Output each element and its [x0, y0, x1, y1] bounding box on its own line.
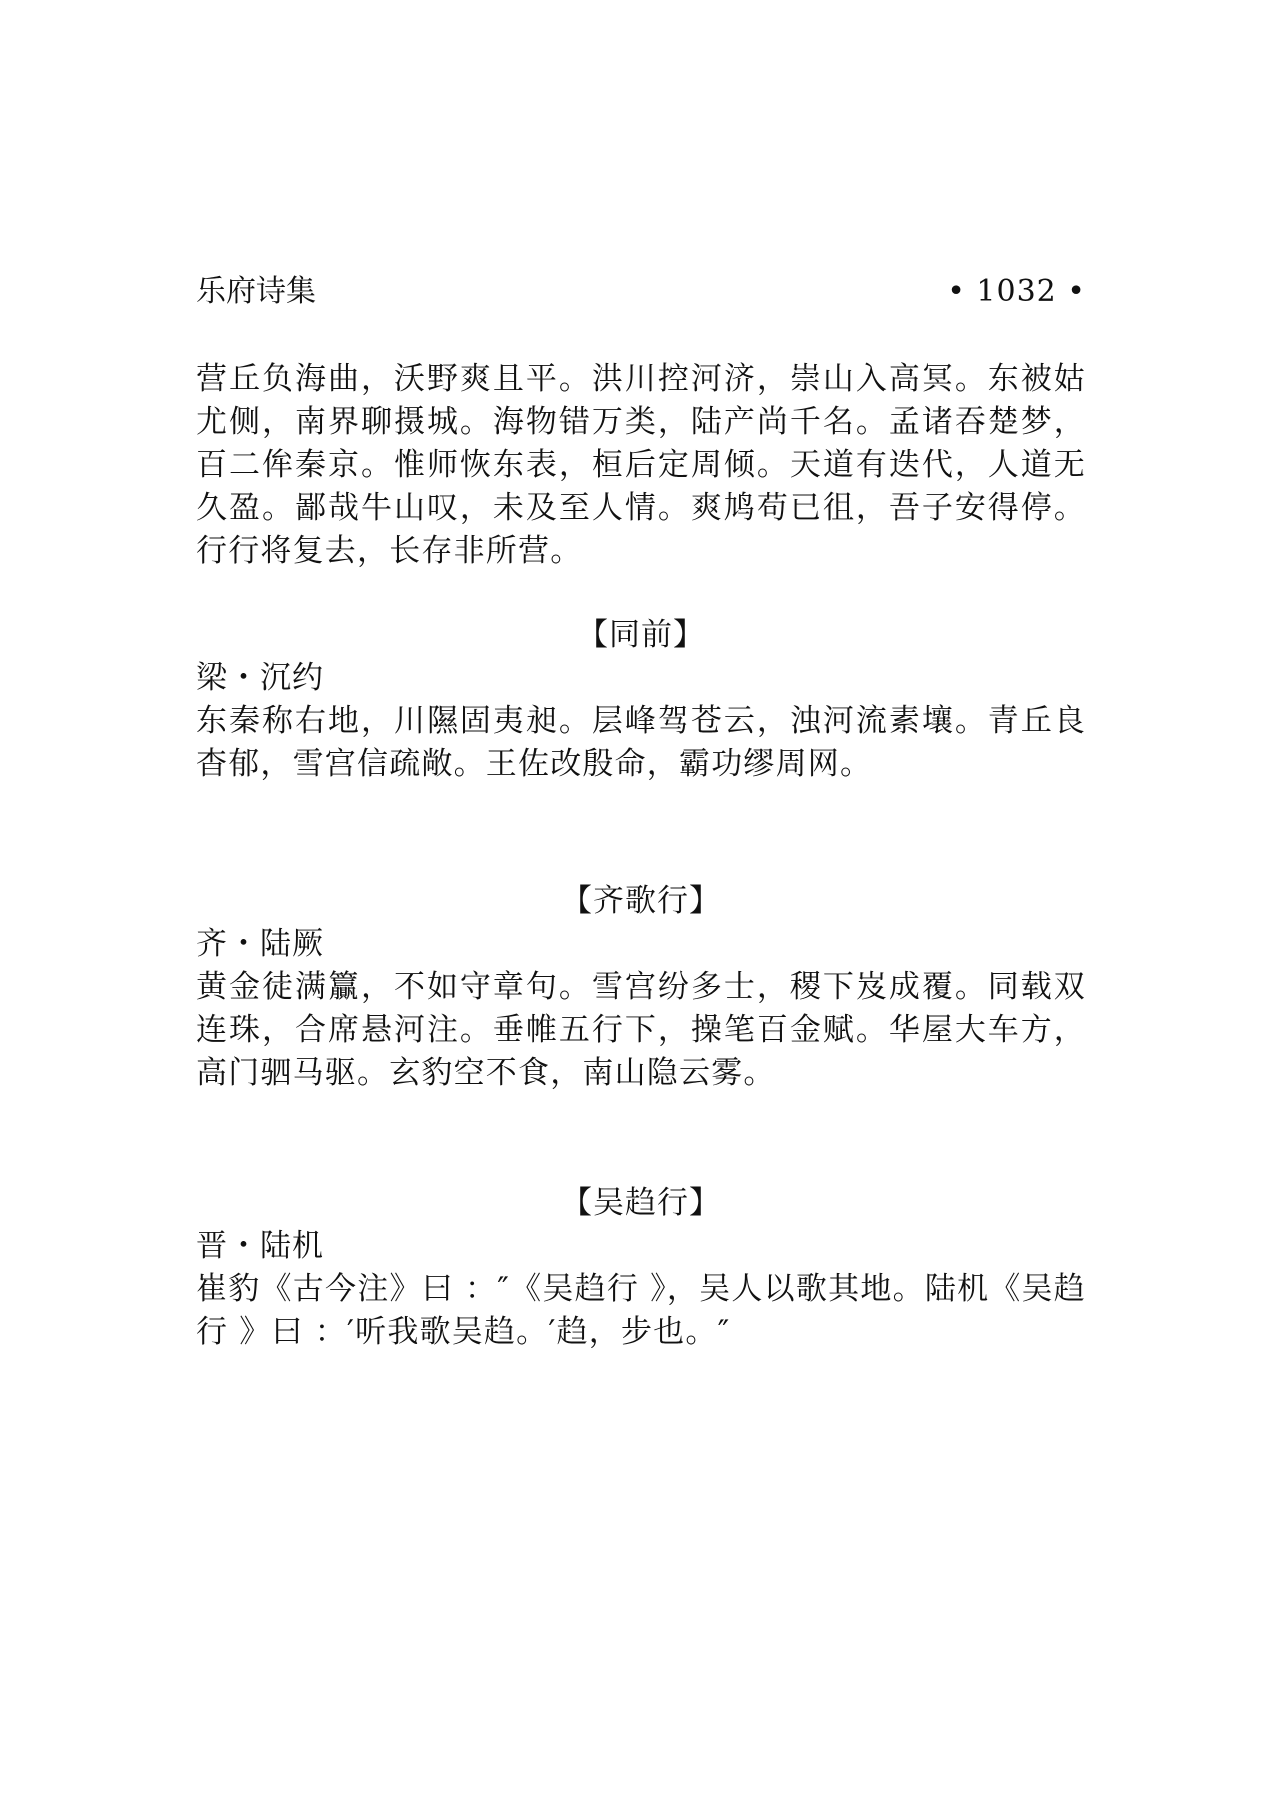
section-text-qigexing: 黄金徒满籯，不如守章句。雪宫纷多士，稷下岌成覆。同载双连珠，合席悬河注。垂帷五行下，操笔百金赋。华屋大车方，高门驷马驱。玄豹空不食，南山隐云雾。	[196, 969, 1086, 1091]
section-author-tongqian: 梁・沉约	[196, 660, 324, 696]
section-author-qigexing: 齐・陆厥	[196, 926, 324, 962]
section-text-wuquxing: 崔豹《古今注》曰 ：″《吴趋行 》，吴人以歌其地。陆机《吴趋行 》曰 ：′听我歌吴趋。′趋，步也。″	[196, 1271, 1086, 1350]
section-title-qigexing: 【齐歌行】	[561, 883, 721, 919]
section-author-wuquxing: 晋・陆机	[196, 1228, 324, 1264]
intro-poem-text: 营丘负海曲，沃野爽且平。洪川控河济，崇山入高冥。东被姑尤侧，南界聊摄城。海物错万类，陆产尚千名。孟诸吞楚梦，百二侔秦京。惟师恢东表，桓后定周倾。天道有迭代，人道无久盈。鄙哉牛山叹，未及至人情。爽鸠苟已徂，吾子安得停。行行将复去，长存非所营。	[196, 361, 1086, 569]
page-number: • 1032 •	[947, 274, 1086, 309]
section-title-wuquxing: 【吴趋行】	[561, 1185, 721, 1221]
book-title: 乐府诗集	[196, 274, 316, 309]
section-title-tongqian: 【同前】	[577, 617, 705, 653]
running-header	[196, 272, 1086, 312]
section-text-tongqian: 东秦称右地，川隰固夷昶。层峰驾苍云，浊河流素壤。青丘良杳郁，雪宫信疏敞。王佐改殷命，霸功缪周网。	[196, 703, 1086, 782]
document-page	[196, 0, 1086, 1795]
